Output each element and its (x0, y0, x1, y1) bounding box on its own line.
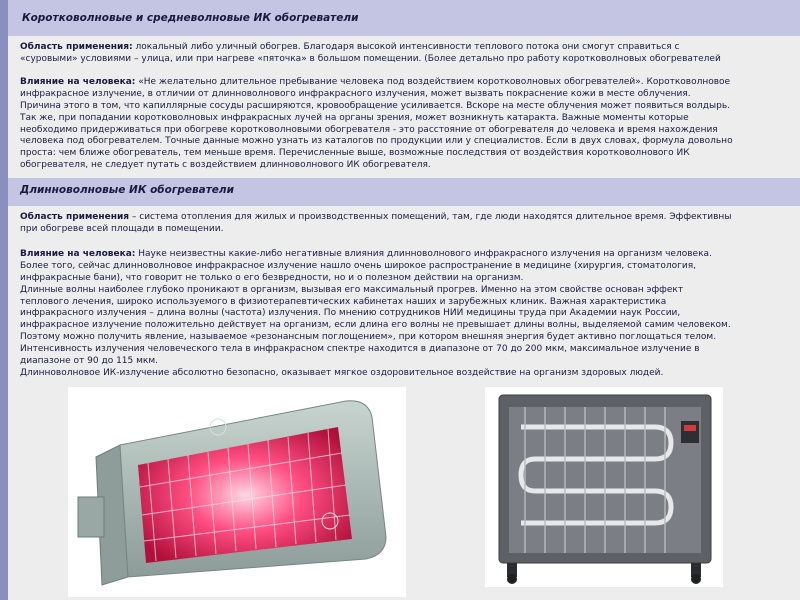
short-wave-heater-image (68, 387, 406, 597)
text-line: Длинные волны наиболее глубоко проникают в организм, вызывая его максимальный прогрев. Именно на этом свойстве основан эффект (20, 284, 684, 295)
text-line (20, 212, 731, 224)
text-line: «суровыми» условиями – улица, или при нагреве «пяточка» в большом помещении. (Более детально про работу коротковолновых обогревателей (20, 53, 721, 64)
text-fragment: – система отопления для жилых и производственных помещений, там, где люди находятся длительное время. Эффективны (129, 212, 732, 222)
section1-application (20, 42, 721, 66)
text-line: Так же, при попадании коротковолновых инфракрасных лучей на органы зрения, может возникнуть катаракта. Важные моменты которые (20, 112, 689, 123)
section1-influence (20, 77, 733, 172)
section2-application (20, 212, 731, 236)
text-line: инфракрасного излучения – длина волны (частота) излучения. По мнению сотрудников НИИ медицины труда при Академии наук России, (20, 308, 681, 319)
text-line: инфракрасные бани), что говорит не только о его безвредности, но и о полезном действии на организм. (20, 272, 524, 283)
section1-influence-label: Влияние на человека: (20, 77, 136, 87)
section2-influence (20, 249, 731, 380)
text-fragment: «Не желательно длительное пребывание человека под воздействием коротковолновых обогревателей». Коротковолновое (135, 77, 731, 87)
control-panel (681, 421, 699, 443)
section2-application-label: Область применения (20, 212, 130, 222)
mount-bracket (78, 497, 104, 537)
text-line: Интенсивность излучения человеческого тела в инфракрасном спектре находится в диапазоне от 70 до 200 мкм, максимальное излучение в (20, 344, 700, 355)
text-fragment: Науке неизвестны какие-либо негативные влияния длинноволнового инфракрасного излучения на организм человека. (135, 249, 712, 259)
short-wave-heater-illustration (68, 387, 406, 597)
section1-title: Коротковолновые и средневолновые ИК обогреватели (22, 12, 359, 24)
wheel (507, 574, 517, 584)
text-line: Более того, сейчас длинноволновое инфракрасное излучение нашло очень широкое распространение в медицине (хирургия, стоматология, (20, 260, 696, 271)
text-line: необходимо придерживаться при обогреве коротковолновыми обогревателя - это расстояние от обогревателя до человека и время нахождения (20, 124, 718, 135)
section2-influence-label: Влияние на человека: (20, 249, 136, 259)
long-wave-heater-illustration (485, 387, 723, 587)
text-fragment: локальный либо уличный обогрев. Благодаря высокой интенсивности теплового потока они смогут справиться с (132, 42, 680, 52)
section2-title: Длинноволновые ИК обогреватели (20, 184, 234, 196)
wheel (691, 574, 701, 584)
text-line: Длинноволновое ИК-излучение абсолютно безопасно, оказывает мягкое оздоровительное воздействие на организм здоровых людей. (20, 367, 664, 378)
text-line: инфракрасное излучение, в отличии от длинноволнового инфракрасного излучения, может вызвать покраснение кожи в месте облучения. (20, 88, 691, 99)
section1-application-label: Область применения: (20, 42, 133, 52)
text-line: теплового лечения, широко используемого в физиотерапевтических кабинетах наших и зарубежных клиник. Важная характеристика (20, 296, 667, 307)
text-line: диапазоне от 90 до 115 мкм. (20, 356, 158, 367)
long-wave-heater-image (485, 387, 723, 587)
text-line: при обогреве всей площади в помещении. (20, 223, 224, 234)
text-line (20, 249, 731, 261)
text-line: инфракрасное излучение положительно действует на организм, если длина его волны не превышает длины волны, выделяемой самим человеком. (20, 320, 731, 331)
text-line (20, 77, 733, 89)
text-line: Поэтому можно получить явление, называемое «резонансным поглощением», при котором внешняя энергия будет активно поглощаться телом. (20, 332, 717, 343)
text-line (20, 42, 721, 54)
display-indicator (684, 425, 696, 431)
text-line: человека под обогревателем. Точные данные можно узнать из каталогов по продукции или у специалистов. Если в двух словах, формула довольно (20, 136, 733, 147)
text-line: проста: чем ближе обогреватель, тем меньше время. Перечисленные выше, возможные последствия от воздействия коротковолнового ИК (20, 148, 690, 159)
text-line: Причина этого в том, что капиллярные сосуды расширяются, кровообращение усиливается. Вскоре на месте облучения может появиться волдырь. (20, 100, 731, 111)
slide-accent-bar (0, 0, 8, 600)
text-line: обогревателя, не следует путать с воздействием длинноволнового ИК обогревателя. (20, 160, 431, 171)
slide (8, 0, 800, 600)
